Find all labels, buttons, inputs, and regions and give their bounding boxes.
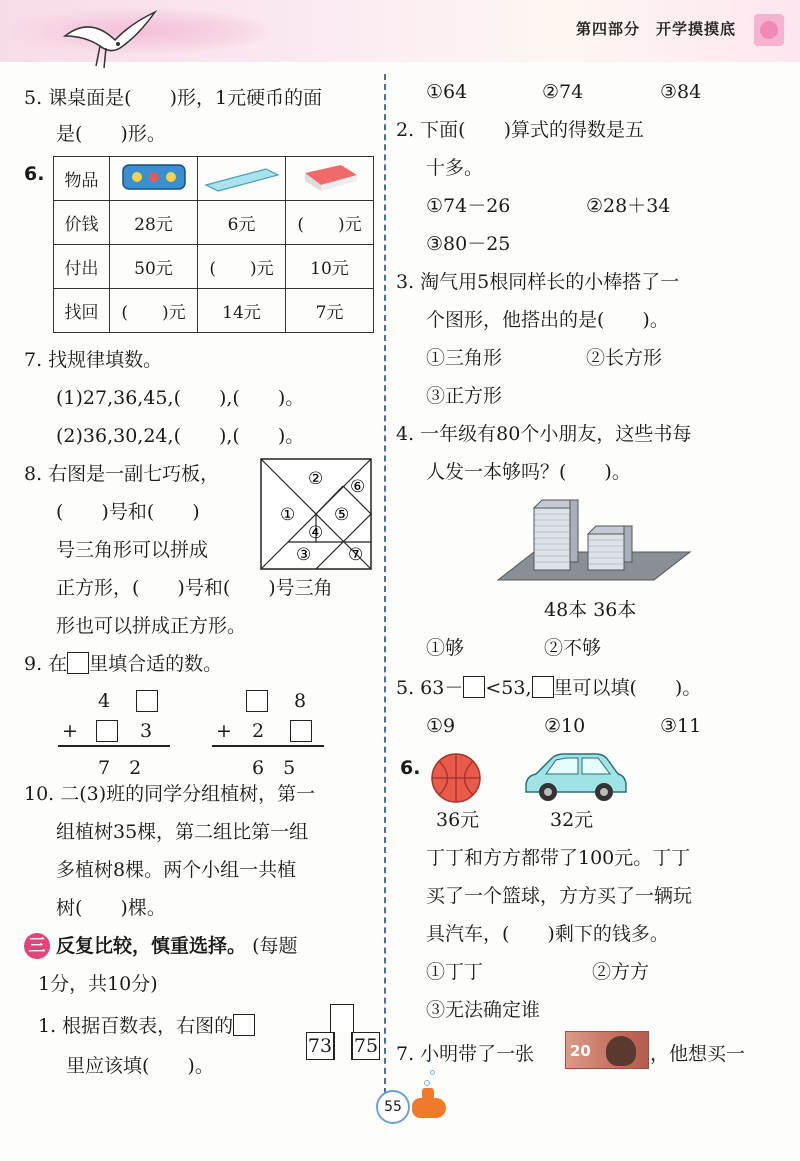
- tangram-label-6: ⑥: [350, 477, 366, 497]
- r-q5-option-2: ②10: [544, 715, 586, 737]
- question-5-line1: 5. 课桌面是( )形，1元硬币的面: [24, 87, 323, 109]
- section-3-heading: [24, 932, 298, 960]
- section-title: 第四部分 开学摸摸底: [575, 20, 736, 38]
- corner-flower-icon: [744, 8, 792, 52]
- addition-a-mid: 3: [140, 720, 153, 742]
- question-7-title: 7. 找规律填数。: [24, 349, 163, 371]
- addition-a-mid-blank[interactable]: [96, 720, 118, 742]
- addition-b-mid: 2: [252, 720, 265, 742]
- r-q5-option-1: ①9: [426, 715, 456, 737]
- paid-cell: 50元: [110, 245, 198, 289]
- hundred-chart-gap: [334, 1032, 352, 1060]
- column-divider: [384, 74, 386, 1094]
- price-table: [53, 156, 374, 333]
- r-question-2-line1: 2. 下面( )算式的得数是五: [396, 119, 644, 141]
- addition-b-top-blank[interactable]: [246, 690, 268, 712]
- ruler-cell: [198, 157, 286, 201]
- section-3-title: 反复比较，慎重选择。: [56, 935, 247, 957]
- tangram-figure: [260, 458, 372, 570]
- tangram-label-7: ⑦: [348, 545, 364, 565]
- blank-box: [233, 1014, 255, 1036]
- r-question-3-line2: 个图形，他搭出的是( )。: [426, 309, 669, 331]
- change-cell: ( )元: [110, 289, 198, 333]
- tangram-label-2: ②: [308, 469, 324, 489]
- question-10-line2: 组植树35棵，第二组比第一组: [56, 821, 309, 843]
- r-question-6-line2: 买了一个篮球，方方买了一辆玩: [426, 885, 693, 907]
- r-question-4-line1: 4. 一年级有80个小朋友，这些书每: [396, 423, 692, 445]
- r-q6-option-3: ③无法确定谁: [426, 999, 541, 1021]
- price-cell: 28元: [110, 201, 198, 245]
- page-number: 55: [376, 1090, 410, 1124]
- blank-box: [67, 652, 89, 674]
- addition-b-line: [212, 745, 324, 747]
- r-q6-option-2: ②方方: [592, 961, 650, 983]
- question-8-line2: ( )号和( ): [56, 501, 200, 523]
- r-q5-text-post: 里可以填( )。: [553, 677, 702, 699]
- addition-a-top-blank[interactable]: [136, 690, 158, 712]
- r-question-7-pre: 7. 小明带了一张: [396, 1043, 535, 1065]
- addition-a-plus: +: [62, 720, 78, 742]
- bubble-icon: [430, 1070, 435, 1075]
- question-7-part1: (1)27,36,45,( ),( )。: [56, 387, 305, 409]
- r-q2-option-3: ③80－25: [426, 233, 511, 255]
- s3-question-1-line1: [38, 1012, 255, 1040]
- submarine-icon: [412, 1098, 446, 1118]
- paid-cell: ( )元: [198, 245, 286, 289]
- addition-b-result: 6 5: [252, 757, 296, 779]
- price-cell: 6元: [198, 201, 286, 245]
- hundred-chart-cell-73: 73: [306, 1032, 334, 1060]
- s3-question-1-text: 1. 根据百数表，右图的: [38, 1015, 234, 1037]
- tangram-label-4: ④: [308, 523, 324, 543]
- question-10-line4: 树( )棵。: [56, 897, 166, 919]
- portrait-icon: [606, 1036, 636, 1066]
- basketball-price: 36元: [436, 809, 480, 831]
- r-q5-option-3: ③11: [660, 715, 702, 737]
- addition-b-plus: +: [216, 720, 232, 742]
- paid-cell: 10元: [286, 245, 374, 289]
- pencil-case-icon: [119, 159, 189, 193]
- s3-question-1-line2: 里应该填( )。: [66, 1055, 214, 1077]
- r-q5-text-pre: 5. 63－: [396, 677, 464, 699]
- r-q3-option-2: ②长方形: [586, 347, 663, 369]
- r-question-6-number: 6.: [400, 757, 421, 779]
- r-q4-option-1: ①够: [426, 637, 465, 659]
- addition-b-top: 8: [294, 690, 307, 712]
- bubble-icon: [424, 1080, 430, 1086]
- r-q2-option-1: ①74－26: [426, 195, 511, 217]
- question-6-number: 6.: [24, 163, 45, 185]
- section-3-badge: 三: [24, 933, 50, 959]
- question-10-line3: 多植树8棵。两个小组一共植: [56, 859, 297, 881]
- pencil-case-cell: [110, 157, 198, 201]
- r-question-7-post: ，他想买一: [650, 1043, 746, 1065]
- question-7-part2: (2)36,30,24,( ),( )。: [56, 425, 305, 447]
- question-9-title-post: 里填合适的数。: [89, 653, 223, 675]
- change-cell: 14元: [198, 289, 286, 333]
- r-question-3-line1: 3. 淘气用5根同样长的小棒搭了一: [396, 271, 680, 293]
- book-stacks-illustration: [494, 494, 694, 594]
- r-q2-option-2: ②28＋34: [586, 195, 671, 217]
- question-8-line3: 号三角形可以拼成: [56, 539, 209, 561]
- toy-car-icon: [522, 748, 628, 804]
- r-question-6-line1: 丁丁和方方都带了100元。丁丁: [426, 847, 691, 869]
- banknote-value: 20: [570, 1042, 591, 1060]
- banknote-image: [565, 1031, 649, 1069]
- book-stacks-caption: 48本 36本: [544, 599, 637, 621]
- price-cell: ( )元: [286, 201, 374, 245]
- blank-box: [532, 676, 554, 698]
- r-question-4-line2: 人发一本够吗？( )。: [426, 461, 631, 483]
- question-8-line5: 形也可以拼成正方形。: [56, 615, 247, 637]
- hundred-chart-blank[interactable]: [330, 1004, 354, 1032]
- toy-car-price: 32元: [550, 809, 594, 831]
- addition-a-line: [58, 745, 170, 747]
- question-5-line2: 是( )形。: [56, 123, 166, 145]
- eraser-icon: [295, 159, 365, 193]
- row-label-item: 物品: [54, 157, 110, 201]
- addition-a-top: 4: [98, 690, 111, 712]
- tangram-label-1: ①: [280, 505, 296, 525]
- seagull-icon: [60, 6, 160, 78]
- r-q5-text-mid: <53,: [485, 677, 532, 699]
- r-question-5-line: [396, 674, 701, 702]
- r-q1-option-1: ①64: [426, 81, 468, 103]
- hundred-chart-cell-75: 75: [352, 1032, 380, 1060]
- tangram-label-5: ⑤: [334, 505, 350, 525]
- r-q1-option-2: ②74: [542, 81, 584, 103]
- r-q4-option-2: ②不够: [544, 637, 602, 659]
- addition-b-mid-blank[interactable]: [290, 720, 312, 742]
- section-3-note-cont: 1分，共10分): [38, 973, 158, 995]
- question-8-line1: 8. 右图是一副七巧板，: [24, 463, 220, 485]
- ruler-icon: [202, 159, 282, 193]
- r-q3-option-1: ①三角形: [426, 347, 503, 369]
- section-3-note: (每题: [252, 935, 298, 957]
- question-8-line4: 正方形，( )号和( )号三角: [56, 577, 333, 599]
- question-9-title: [24, 650, 222, 678]
- r-q3-option-3: ③正方形: [426, 385, 503, 407]
- row-label-change: 找回: [54, 289, 110, 333]
- change-cell: 7元: [286, 289, 374, 333]
- question-9-title-pre: 9. 在: [24, 653, 68, 675]
- r-question-6-line3: 具汽车，( )剩下的钱多。: [426, 923, 669, 945]
- r-q1-option-3: ③84: [660, 81, 702, 103]
- row-label-price: 价钱: [54, 201, 110, 245]
- blank-box: [463, 676, 485, 698]
- eraser-cell: [286, 157, 374, 201]
- r-question-2-line2: 十多。: [426, 157, 484, 179]
- row-label-paid: 付出: [54, 245, 110, 289]
- addition-a-result: 7 2: [98, 757, 142, 779]
- tangram-label-3: ③: [296, 545, 312, 565]
- r-q6-option-1: ①丁丁: [426, 961, 484, 983]
- basketball-icon: [430, 752, 482, 804]
- question-10-line1: 10. 二(3)班的同学分组植树，第一: [24, 783, 316, 805]
